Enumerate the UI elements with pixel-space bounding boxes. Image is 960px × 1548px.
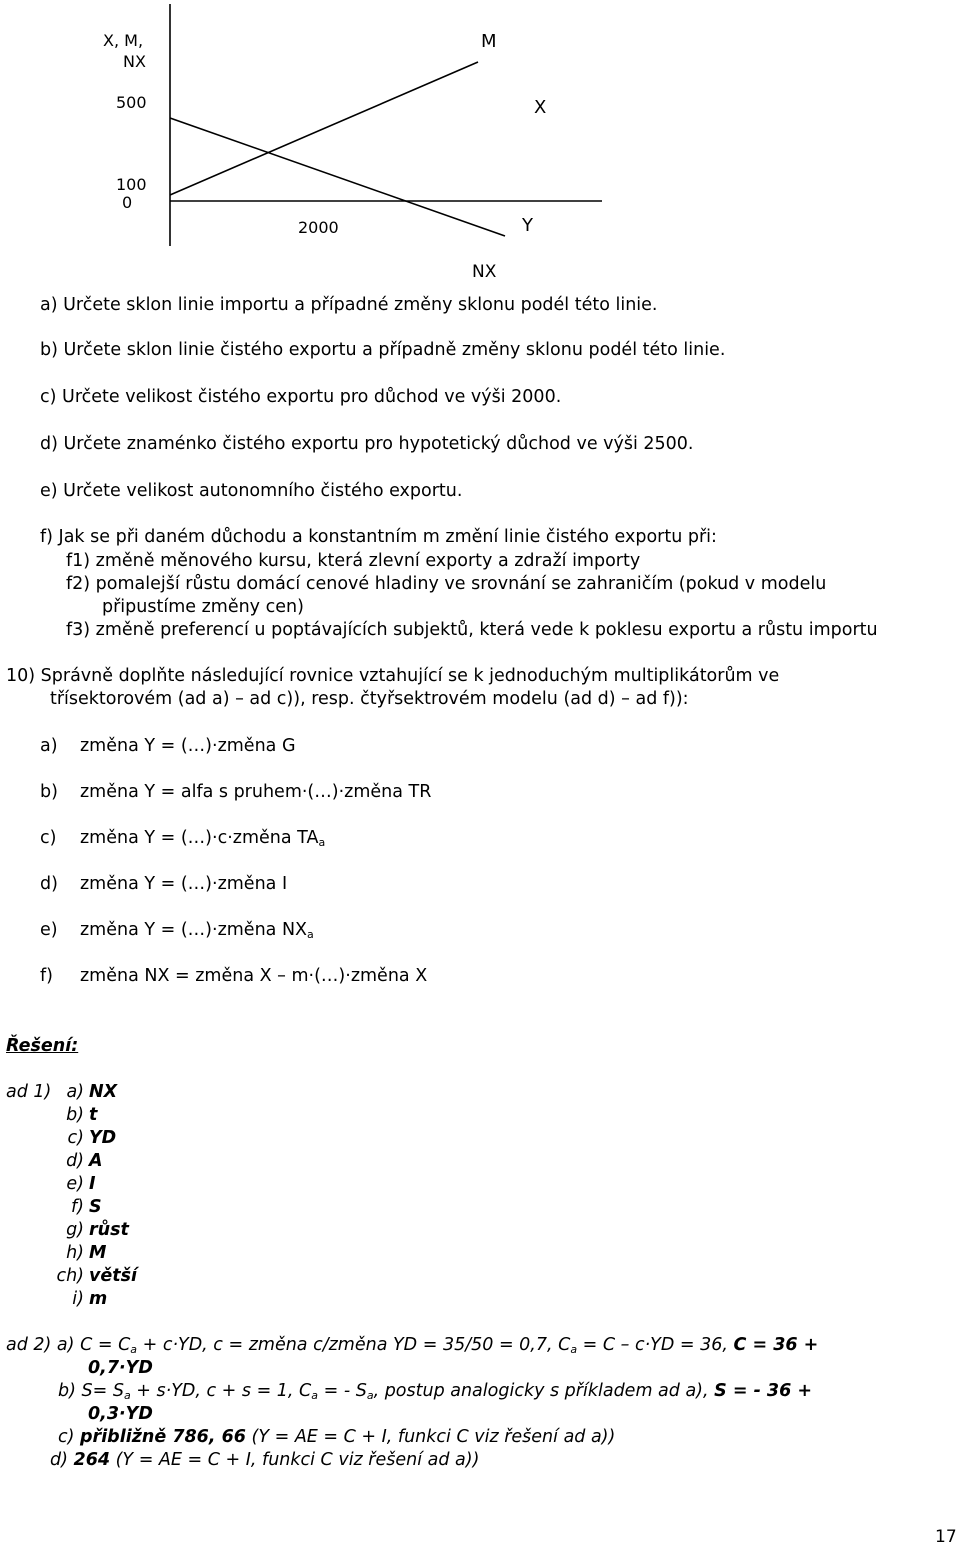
question-c: c) Určete velikost čistého exportu pro důchod ve výši 2000. — [40, 387, 562, 407]
ad1-item: ch) větší — [56, 1266, 138, 1286]
ad1-item: h) M — [66, 1243, 107, 1263]
y-axis-label-1: X, M, — [103, 31, 144, 50]
question-f1: f1) změně měnového kursu, která zlevní exporty a zdraží importy — [66, 551, 641, 571]
question-d: d) Určete znaménko čistého exportu pro hypotetický důchod ve výši 2500. — [40, 434, 694, 454]
graph-lines — [0, 0, 960, 300]
question-f2-cont: připustíme změny cen) — [102, 597, 304, 617]
tick-100: 100 — [116, 175, 147, 194]
label-M: M — [481, 31, 497, 52]
label-NX: NX — [472, 262, 497, 282]
question-e: e) Určete velikost autonomního čistého exportu. — [40, 481, 463, 501]
page-number: 17 — [935, 1527, 957, 1547]
label-2000: 2000 — [298, 218, 339, 237]
ad2b-cont: 0,3·YD — [88, 1404, 153, 1424]
task10-line1: 10) Správně doplňte následující rovnice vztahující se k jednoduchým multiplikátorům ve — [6, 666, 780, 686]
ad2d-line: d) 264 (Y = AE = C + I, funkci C viz řešení ad a)) — [50, 1450, 480, 1470]
eq-b-label: b) — [40, 782, 58, 802]
eq-d-label: d) — [40, 874, 58, 894]
eq-c-label: c) — [40, 828, 57, 848]
ad1-item: e) I — [66, 1174, 96, 1194]
task10-line2: třísektorovém (ad a) – ad c)), resp. čtyřsektrovém modelu (ad d) – ad f)): — [50, 689, 689, 709]
tick-500: 500 — [116, 93, 147, 112]
ad1-item: c) YD — [67, 1128, 117, 1148]
import-line — [170, 62, 478, 195]
eq-a-label: a) — [40, 736, 58, 756]
question-b: b) Určete sklon linie čistého exportu a případně změny sklonu podél této linie. — [40, 340, 726, 360]
ad2b-line: b) $S= S_a + s\cdot YD$, c + s = 1, $C_a$ = - $S_a$, postup analogicky s příkladem ad a), S = - 36 + — [58, 1381, 813, 1402]
ad2a-cont: 0,7·YD — [88, 1358, 153, 1378]
eq-e-label: e) — [40, 920, 58, 940]
tick-0: 0 — [122, 193, 133, 212]
eq-e: změna Y = (…)·změna $NX_a$ — [80, 920, 314, 941]
ad2a-line: ad 2) a) $C = C_a + c\cdot YD$, c = změna c/změna YD = 35/50 = 0,7, $C_a = C - c\cdot YD = 36$, C = 36 + — [6, 1335, 819, 1356]
eq-f-label: f) — [40, 966, 53, 986]
question-f3: f3) změně preferencí u poptávajících subjektů, která vede k poklesu exportu a růstu importu — [66, 620, 878, 640]
y-axis-label-2: NX — [123, 52, 146, 71]
question-f: f) Jak se při daném důchodu a konstantním m změní linie čistého exportu při: — [40, 527, 717, 547]
eq-c: změna Y = (…)·c·změna $TA_a$ — [80, 828, 326, 849]
ad1-item: i) m — [72, 1289, 108, 1309]
eq-f: změna NX = změna X – m·(…)·změna X — [80, 966, 428, 986]
question-f2: f2) pomalejší růstu domácí cenové hladiny ve srovnání se zahraničím (pokud v modelu — [66, 574, 827, 594]
question-a: a) Určete sklon linie importu a případné změny sklonu podél této linie. — [40, 295, 658, 315]
ad1-item: b) t — [66, 1105, 98, 1125]
eq-a: změna Y = (…)·změna G — [80, 736, 296, 756]
eq-d: změna Y = (…)·změna I — [80, 874, 288, 894]
ad1-item: g) růst — [66, 1220, 129, 1240]
ad1-item: d) A — [66, 1151, 103, 1171]
solution-heading: Řešení: — [6, 1036, 79, 1056]
ad2c-line: c) přibližně 786, 66 (Y = AE = C + I, funkci C viz řešení ad a)) — [58, 1427, 616, 1447]
eq-b: změna Y = alfa s pruhem·(…)·změna TR — [80, 782, 432, 802]
ad1-item: a) NX — [66, 1082, 118, 1102]
ad1-prefix: ad 1) — [6, 1082, 52, 1102]
ad1-item: f) S — [71, 1197, 102, 1217]
label-Y: Y — [522, 215, 533, 236]
label-X: X — [534, 97, 547, 118]
